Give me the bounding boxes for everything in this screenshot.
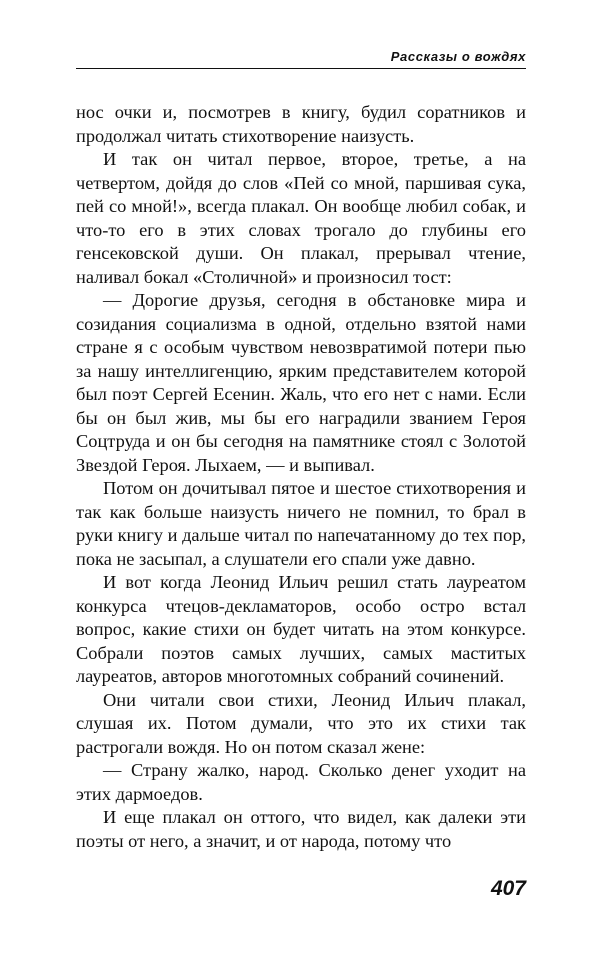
header-rule [76, 68, 526, 69]
body-text [76, 101, 526, 853]
running-head-title: Рассказы о вождях [390, 49, 526, 64]
paragraph-6: Они читали свои стихи, Леонид Ильич плакал, слушая их. Потом думали, что это их стихи так растрогали вождя. Но он потом сказал жене: [76, 689, 526, 757]
paragraph-2: И так он читал первое, второе, третье, а на четвертом, дойдя до слов «Пей со мной, паршивая сука, пей со мной!», всегда плакал. Он вообще любил собак, и что-то его в этих словах трогало до глубины его генсековской души. Он плакал, прерывал чтение, наливал бокал «Столичной» и произносил тост: [76, 149, 526, 287]
paragraph-3: — Дорогие друзья, сегодня в обстановке мира и созидания социализма в одной, отдельно взятой нами стране я с особым чувством невозвратимой потери пью за нашу интеллигенцию, ярким представителем которой был поэт Сергей Есенин. Жаль, что его нет с нами. Если бы он был жив, мы бы его наградили званием Героя Соцтруда и он бы сегодня на памятнике стоял с Золотой Звездой Героя. Лыхаем, — и выпивал. [76, 290, 526, 475]
paragraph-5: И вот когда Леонид Ильич решил стать лауреатом конкурса чтецов-декламаторов, особо остро встал вопрос, какие стихи он будет читать на этом конкурсе. Собрали поэтов самых лучших, самых маститых лауреатов, авторов многотомных собраний сочинений. [76, 572, 526, 686]
page-number: 407 [490, 877, 526, 900]
paragraph-1: нос очки и, посмотрев в книгу, будил соратников и продолжал читать стихотворение наизусть. [76, 102, 526, 146]
paragraph-7: — Страну жалко, народ. Сколько денег уходит на этих дармоедов. [76, 760, 526, 804]
paragraph-4: Потом он дочитывал пятое и шестое стихотворения и так как больше наизусть ничего не помнил, то брал в руки книгу и дальше читал по напечатанному до тех пор, пока не засыпал, а слушатели его спали уже давно. [76, 478, 526, 569]
paragraph-8: И еще плакал он оттого, что видел, как далеки эти поэты от него, а значит, и от народа, потому что [76, 807, 526, 851]
